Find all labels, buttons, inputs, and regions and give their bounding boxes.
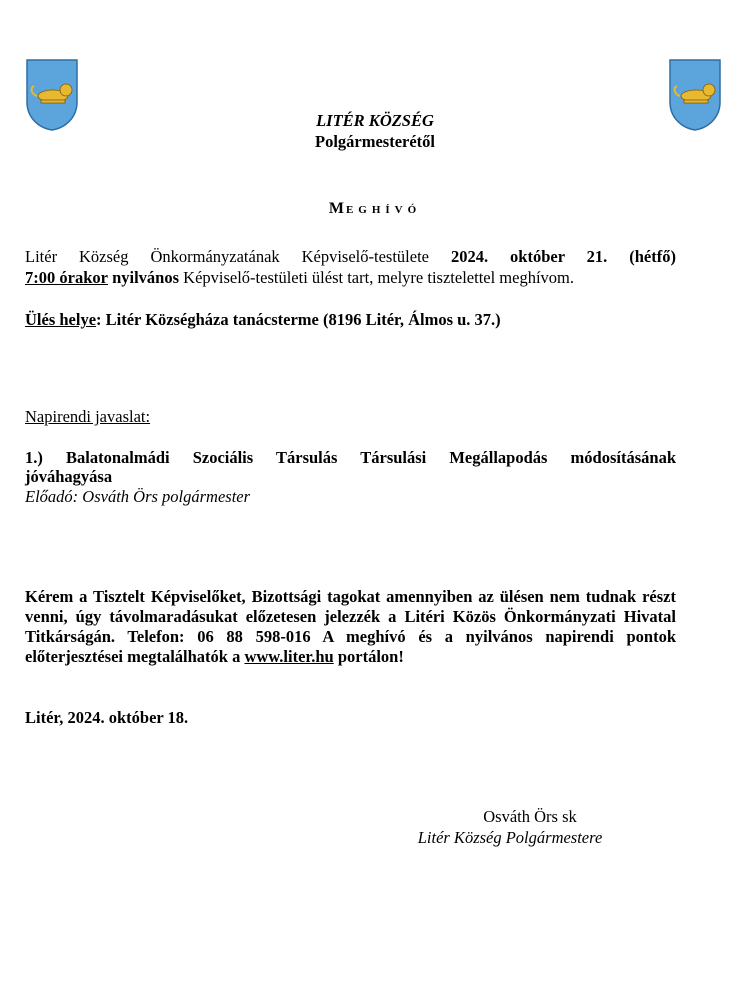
notice-line-4 bbox=[25, 646, 676, 667]
issue-date: Litér, 2024. október 18. bbox=[25, 708, 189, 727]
signer-role: Litér Község Polgármestere bbox=[417, 828, 603, 847]
title-first-letter: M bbox=[328, 200, 346, 217]
venue-value: : Litér Községháza tanácsterme (8196 Litér, Álmos u. 37.) bbox=[96, 310, 501, 329]
agenda-heading bbox=[25, 406, 676, 427]
signer-name: Osváth Örs sk bbox=[483, 807, 577, 826]
title-rest: EGHÍVÓ bbox=[345, 204, 422, 216]
notice-text: előterjesztései megtalálhatók a bbox=[25, 647, 245, 666]
venue-line bbox=[25, 309, 676, 330]
document-header bbox=[0, 110, 750, 152]
intro-rest: Képviselő-testületi ülést tart, melyre tisztelettel meghívom. bbox=[179, 268, 575, 287]
venue-label: Ülés helye bbox=[25, 310, 97, 329]
notice-line-3: Titkárságán. Telefon: 06 88 598-016 A meghívó és a nyilvános napirendi pontok bbox=[25, 627, 676, 646]
agenda-heading-text: Napirendi javaslat: bbox=[25, 407, 151, 426]
meeting-time: 7:00 órakor bbox=[25, 268, 108, 287]
agenda-presenter: Előadó: Osváth Örs polgármester bbox=[25, 487, 251, 506]
agenda-item-title: Balatonalmádi Szociális Társulás Társulási Megállapodás módosításának bbox=[65, 448, 677, 467]
agenda-item-line-2: jóváhagyása bbox=[25, 467, 113, 486]
town-name: LITÉR KÖZSÉG bbox=[316, 111, 434, 130]
document-title bbox=[0, 198, 750, 218]
issuer: Polgármesterétől bbox=[314, 132, 436, 151]
website-link[interactable]: www.liter.hu bbox=[244, 647, 334, 666]
agenda-item-number: 1.) bbox=[25, 448, 43, 467]
meeting-date: 2024. október 21. (hétfő) bbox=[450, 247, 676, 266]
intro-line-1 bbox=[25, 246, 676, 267]
meeting-type: nyilvános bbox=[112, 268, 180, 287]
intro-line-2 bbox=[25, 267, 676, 288]
notice-line-1: Kérem a Tisztelt Képviselőket, Bizottsági tagokat amennyiben az ülésen nem tudnak részt bbox=[25, 587, 676, 606]
agenda-item-line-1 bbox=[25, 447, 676, 468]
signature-block bbox=[400, 806, 620, 848]
notice-end: portálon! bbox=[333, 647, 404, 666]
intro-text: Litér Község Önkormányzatának Képviselő-testülete bbox=[25, 247, 451, 266]
notice-line-2: venni, úgy távolmaradásukat előzetesen jelezzék a Litéri Közös Önkormányzati Hivatal bbox=[25, 607, 676, 626]
